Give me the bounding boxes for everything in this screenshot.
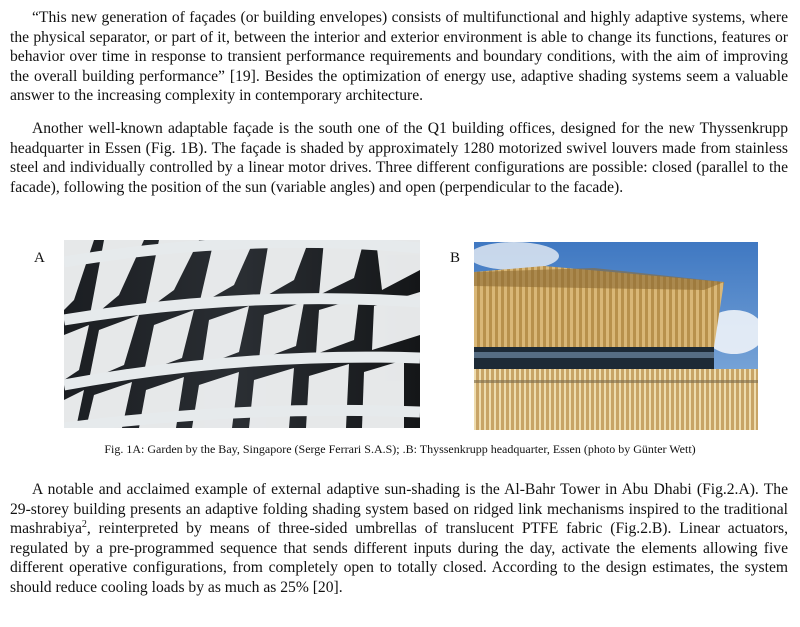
paragraph-thyssenkrupp-text: Another well-known adaptable façade is the south one of the Q1 building offices, designed for the new Thyssenkrupp headquarter in Essen (Fig. 1B). The façade is shaded by approximately 1280 motorized swivel louvers made from stainless steel and individually controlled by a linear motor drives. Three different configurations are possible: closed (parallel to the facade), following the position of the sun (variable angles) and open (perpendicular to the facade). <box>10 120 788 196</box>
figure-label-b: B <box>450 250 461 266</box>
paragraph-al-bahr-text-2: , reinterpreted by means of three-sided umbrellas of translucent PTFE fabric (Fig.2.B). Linear actuators, regulated by a pre-programmed sequence that sends different inputs during the day, activate the elements allowing five different operative configurations, from completely open to totally closed. According to the design estimates, the system should reduce cooling loads by as much as 25% [20]. <box>10 520 788 596</box>
paragraph-al-bahr <box>10 480 788 598</box>
photo-thyssenkrupp-headquarter <box>474 242 758 430</box>
paragraph-thyssenkrupp <box>10 119 788 197</box>
figure-caption: Fig. 1A: Garden by the Bay, Singapore (Serge Ferrari S.A.S); .B: Thyssenkrupp headquarter, Essen (photo by Günter Wett) <box>104 442 696 456</box>
paragraph-quote <box>10 8 788 106</box>
paragraph-al-bahr-text-1: A notable and acclaimed example of external adaptive sun-shading is the Al-Bahr Tower in Abu Dhabi (Fig.2.A). The 29-storey building presents an adaptive folding shading system based on ridged link mechanisms inspired to the traditional mashrabiya <box>10 481 788 538</box>
louver-facade-graphic <box>474 242 758 430</box>
photo-garden-by-the-bay <box>64 240 420 428</box>
lattice-facade-graphic <box>64 240 420 428</box>
figure-label-a: A <box>34 250 45 266</box>
paragraph-quote-text: “This new generation of façades (or building envelopes) consists of multifunctional and highly adaptive systems, where the physical separator, or part of it, between the interior and exterior environment is able to change its functions, features or behavior over time in response to transient performance requirements and boundary conditions, with the aim of improving the overall building performance” [19]. Besides the optimization of energy use, adaptive shading systems seem a valuable answer to the increasing complexity in contemporary architecture. <box>10 9 788 105</box>
footnote-marker: 2 <box>81 519 87 530</box>
